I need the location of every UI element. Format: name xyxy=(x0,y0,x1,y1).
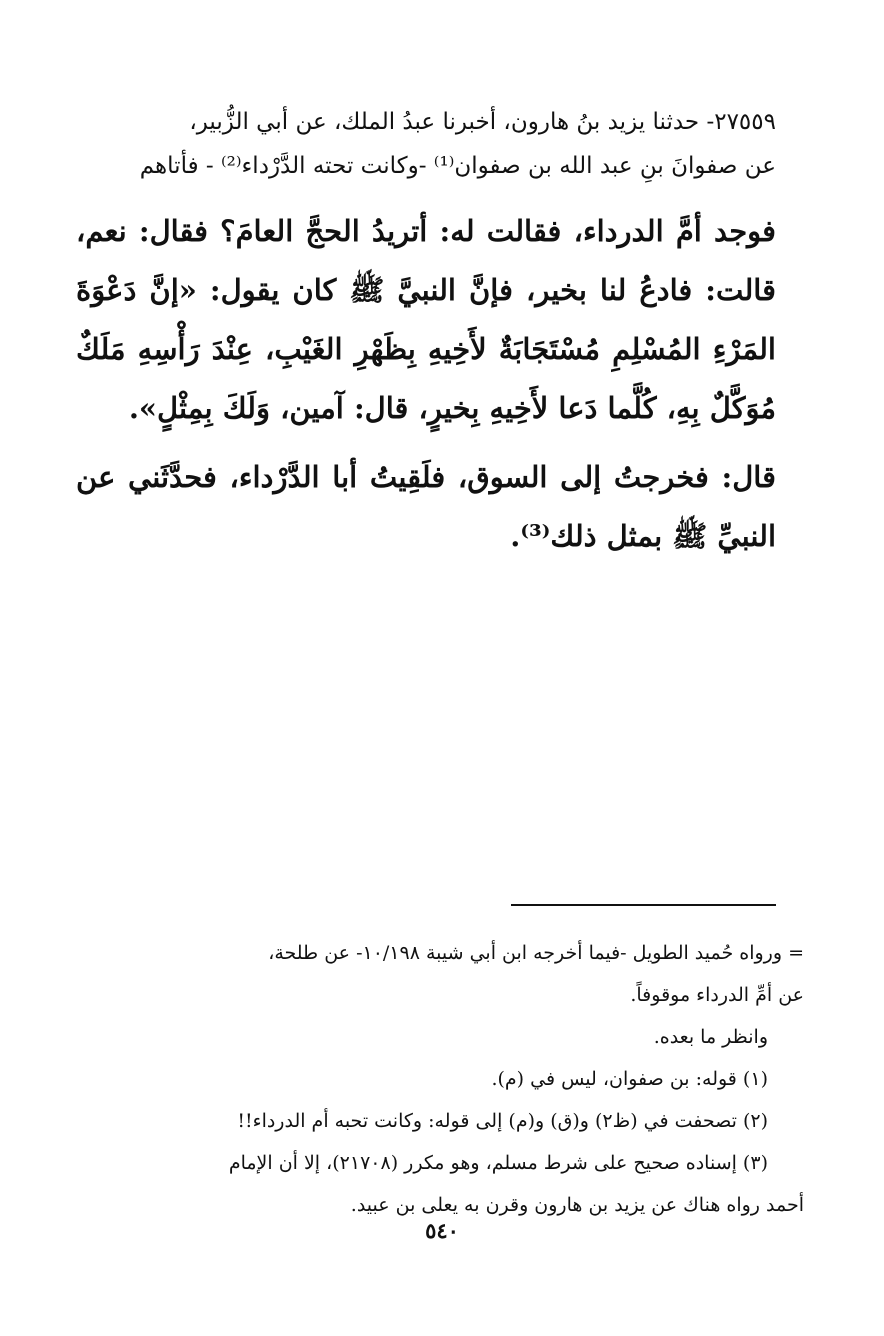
footnote-1: (١) قوله: بن صفوان، ليس في (م). xyxy=(491,1068,768,1090)
hadith-paragraph-1: فوجد أمَّ الدرداء، فقالت له: أتريدُ الحجَّ العامَ؟ فقال: نعم، قالت: فادعُ لنا بخير، فإنَّ النبيَّ ﷺ كان يقول: «إنَّ دَعْوَةَ المَرْءِ المُسْلِمِ مُسْتَجَابَةٌ لأَخِيهِ بِظَهْرِ الغَيْبِ، عِنْدَ رَأْسِهِ مَلَكٌ مُوَكَّلٌ بِهِ، كُلَّما دَعا لأَخِيهِ بِخيرٍ، قال: آمين، وَلَكَ بِمِثْلٍ». xyxy=(76,214,776,425)
footnote-3-line-2: أحمد رواه هناك عن يزيد بن هارون وقرن به يعلى بن عبيد. xyxy=(350,1194,804,1216)
footnotes-section xyxy=(72,932,804,1226)
footnote-continuation-line-2: عن أمِّ الدرداء موقوفاً. xyxy=(630,984,804,1006)
footnote-see-after: وانظر ما بعده. xyxy=(653,1026,768,1048)
hadith-header-line-2: عن صفوانَ بنِ عبد الله بن صفوان⁽¹⁾ -وكانت تحته الدَّرْداء⁽²⁾ - فأتاهم xyxy=(139,153,776,179)
footnote-2: (٢) تصحفت في (ظ٢) و(ق) و(م) إلى قوله: وكانت تحبه أم الدرداء!! xyxy=(237,1110,768,1132)
footnote-3-line-1: (٣) إسناده صحيح على شرط مسلم، وهو مكرر (٢١٧٠٨)، إلا أن الإمام xyxy=(228,1152,768,1174)
footnote-separator xyxy=(511,904,776,906)
hadith-paragraph-2: قال: فخرجتُ إلى السوق، فلَقِيتُ أبا الدَّرْداء، فحدَّثَني عن النبيِّ ﷺ بمثل ذلك⁽³⁾. xyxy=(76,460,776,553)
page-number: ٥٤٠ xyxy=(425,1218,459,1243)
footnote-continuation-line-1: = ورواه حُميد الطويل -فيما أخرجه ابن أبي شيبة ١٠/١٩٨- عن طلحة، xyxy=(268,942,804,964)
hadith-header-line-1: ٢٧٥٥٩- حدثنا يزيد بنُ هارون، أخبرنا عبدُ الملك، عن أبي الزُّبير، xyxy=(189,109,776,135)
hadith-header xyxy=(76,100,776,188)
main-text-body xyxy=(76,100,776,576)
